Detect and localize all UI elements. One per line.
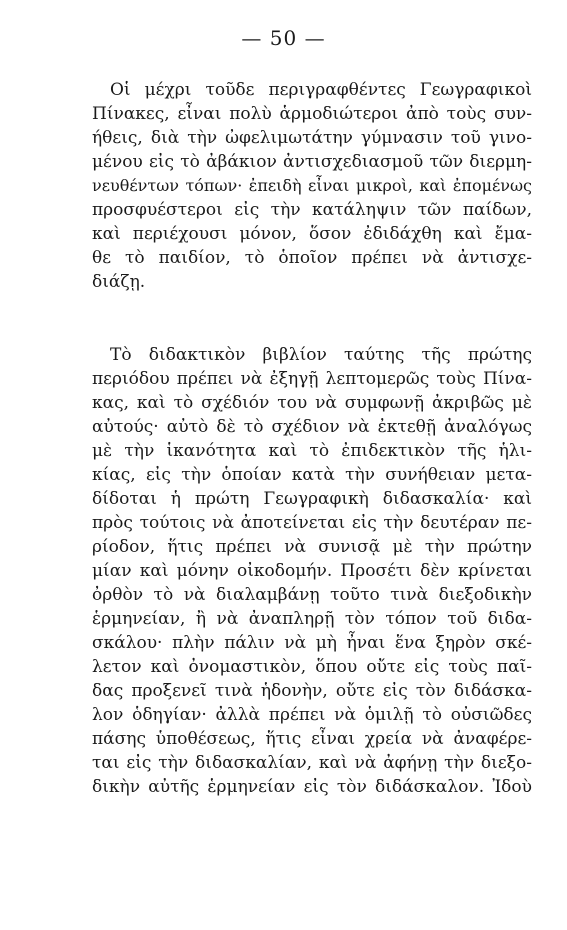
text-line: Πίνακες, εἶναι πολὺ ἁρμοδιώτεροι ἀπὸ τοὺς συν- bbox=[92, 104, 532, 124]
text-line: Τὸ διδακτικὸν βιβλίον ταύτης τῆς πρώτης bbox=[110, 345, 532, 365]
page-number: — 50 — bbox=[241, 26, 326, 50]
text-line: μένου εἰς τὸ ἀβάκιον ἀντισχεδιασμοῦ τῶν διερμη- bbox=[92, 152, 532, 172]
text-line: αὐτούς· αὐτὸ δὲ τὸ σχέδιον νὰ ἐκτεθῇ ἀναλόγως bbox=[92, 417, 532, 437]
text-line: λον ὁδηγίαν· ἀλλὰ πρέπει νὰ ὁμιλῇ τὸ οὐσιῶδες bbox=[92, 705, 532, 725]
text-line: Οἱ μέχρι τοῦδε περιγραφθέντες Γεωγραφικοὶ bbox=[110, 80, 532, 100]
text-line: πρὸς τούτοις νὰ ἀποτείνεται εἰς τὴν δευτέραν πε- bbox=[92, 513, 532, 533]
paragraph-2 bbox=[92, 343, 532, 799]
text-line: ἑρμηνείαν, ἢ νὰ ἀναπληρῇ τὸν τόπον τοῦ διδα- bbox=[92, 609, 532, 629]
text-line: σκάλου· πλὴν πάλιν νὰ μὴ ἦναι ἕνα ξηρὸν σκέ- bbox=[92, 633, 532, 653]
text-line: μίαν καὶ μόνην οἰκοδομήν. Προσέτι δὲν κρίνεται bbox=[92, 561, 532, 581]
text-line: πάσης ὑποθέσεως, ἥτις εἶναι χρεία νὰ ἀναφέρε- bbox=[92, 729, 532, 749]
text-line: κας, καὶ τὸ σχέδιόν του νὰ συμφωνῇ ἀκριβῶς μὲ bbox=[92, 393, 532, 413]
text-line: ρίοδον, ἥτις πρέπει νὰ συνισᾷ μὲ τὴν πρώτην bbox=[92, 537, 532, 557]
text-line: μὲ τὴν ἱκανότητα καὶ τὸ ἐπιδεκτικὸν τῆς ἡλι- bbox=[92, 441, 532, 461]
text-line: δας προξενεῖ τινὰ ἡδονὴν, οὔτε εἰς τὸν διδάσκα- bbox=[92, 681, 532, 701]
text-line: περιόδου πρέπει νὰ ἐξηγῇ λεπτομερῶς τοὺς Πίνα- bbox=[92, 369, 532, 389]
text-line: δικὴν αὐτῆς ἑρμηνείαν εἰς τὸν διδάσκαλον. Ἰδοὺ bbox=[92, 777, 532, 797]
text-line: προσφυέστεροι εἰς τὴν κατάληψιν τῶν παίδων, bbox=[92, 200, 532, 220]
text-line: διάζῃ. bbox=[92, 272, 146, 292]
text-line: καὶ περιέχουσι μόνον, ὅσον ἐδιδάχθη καὶ ἔμα- bbox=[92, 224, 532, 244]
text-line: ήθεις, διὰ τὴν ὠφελιμωτάτην γύμνασιν τοῦ γινο- bbox=[92, 128, 532, 148]
paragraph-1 bbox=[92, 78, 532, 294]
text-line: θε τὸ παιδίον, τὸ ὁποῖον πρέπει νὰ ἀντισχε- bbox=[92, 248, 532, 268]
text-line: λετον καὶ ὀνομαστικὸν, ὅπου οὔτε εἰς τοὺς παῖ- bbox=[92, 657, 532, 677]
text-line: ται εἰς τὴν διδασκαλίαν, καὶ νὰ ἀφήνῃ τὴν διεξο- bbox=[92, 753, 532, 773]
text-line: δίδοται ἡ πρώτη Γεωγραφικὴ διδασκαλία· καὶ bbox=[92, 489, 532, 509]
text-line: κίας, εἰς τὴν ὁποίαν κατὰ τὴν συνήθειαν μετα- bbox=[92, 465, 532, 485]
text-line: ὀρθὸν τὸ νὰ διαλαμβάνῃ τοῦτο τινὰ διεξοδικὴν bbox=[92, 585, 532, 605]
text-line: νευθέντων τόπων· ἐπειδὴ εἶναι μικροὶ, καὶ ἐπομένως bbox=[92, 176, 532, 195]
